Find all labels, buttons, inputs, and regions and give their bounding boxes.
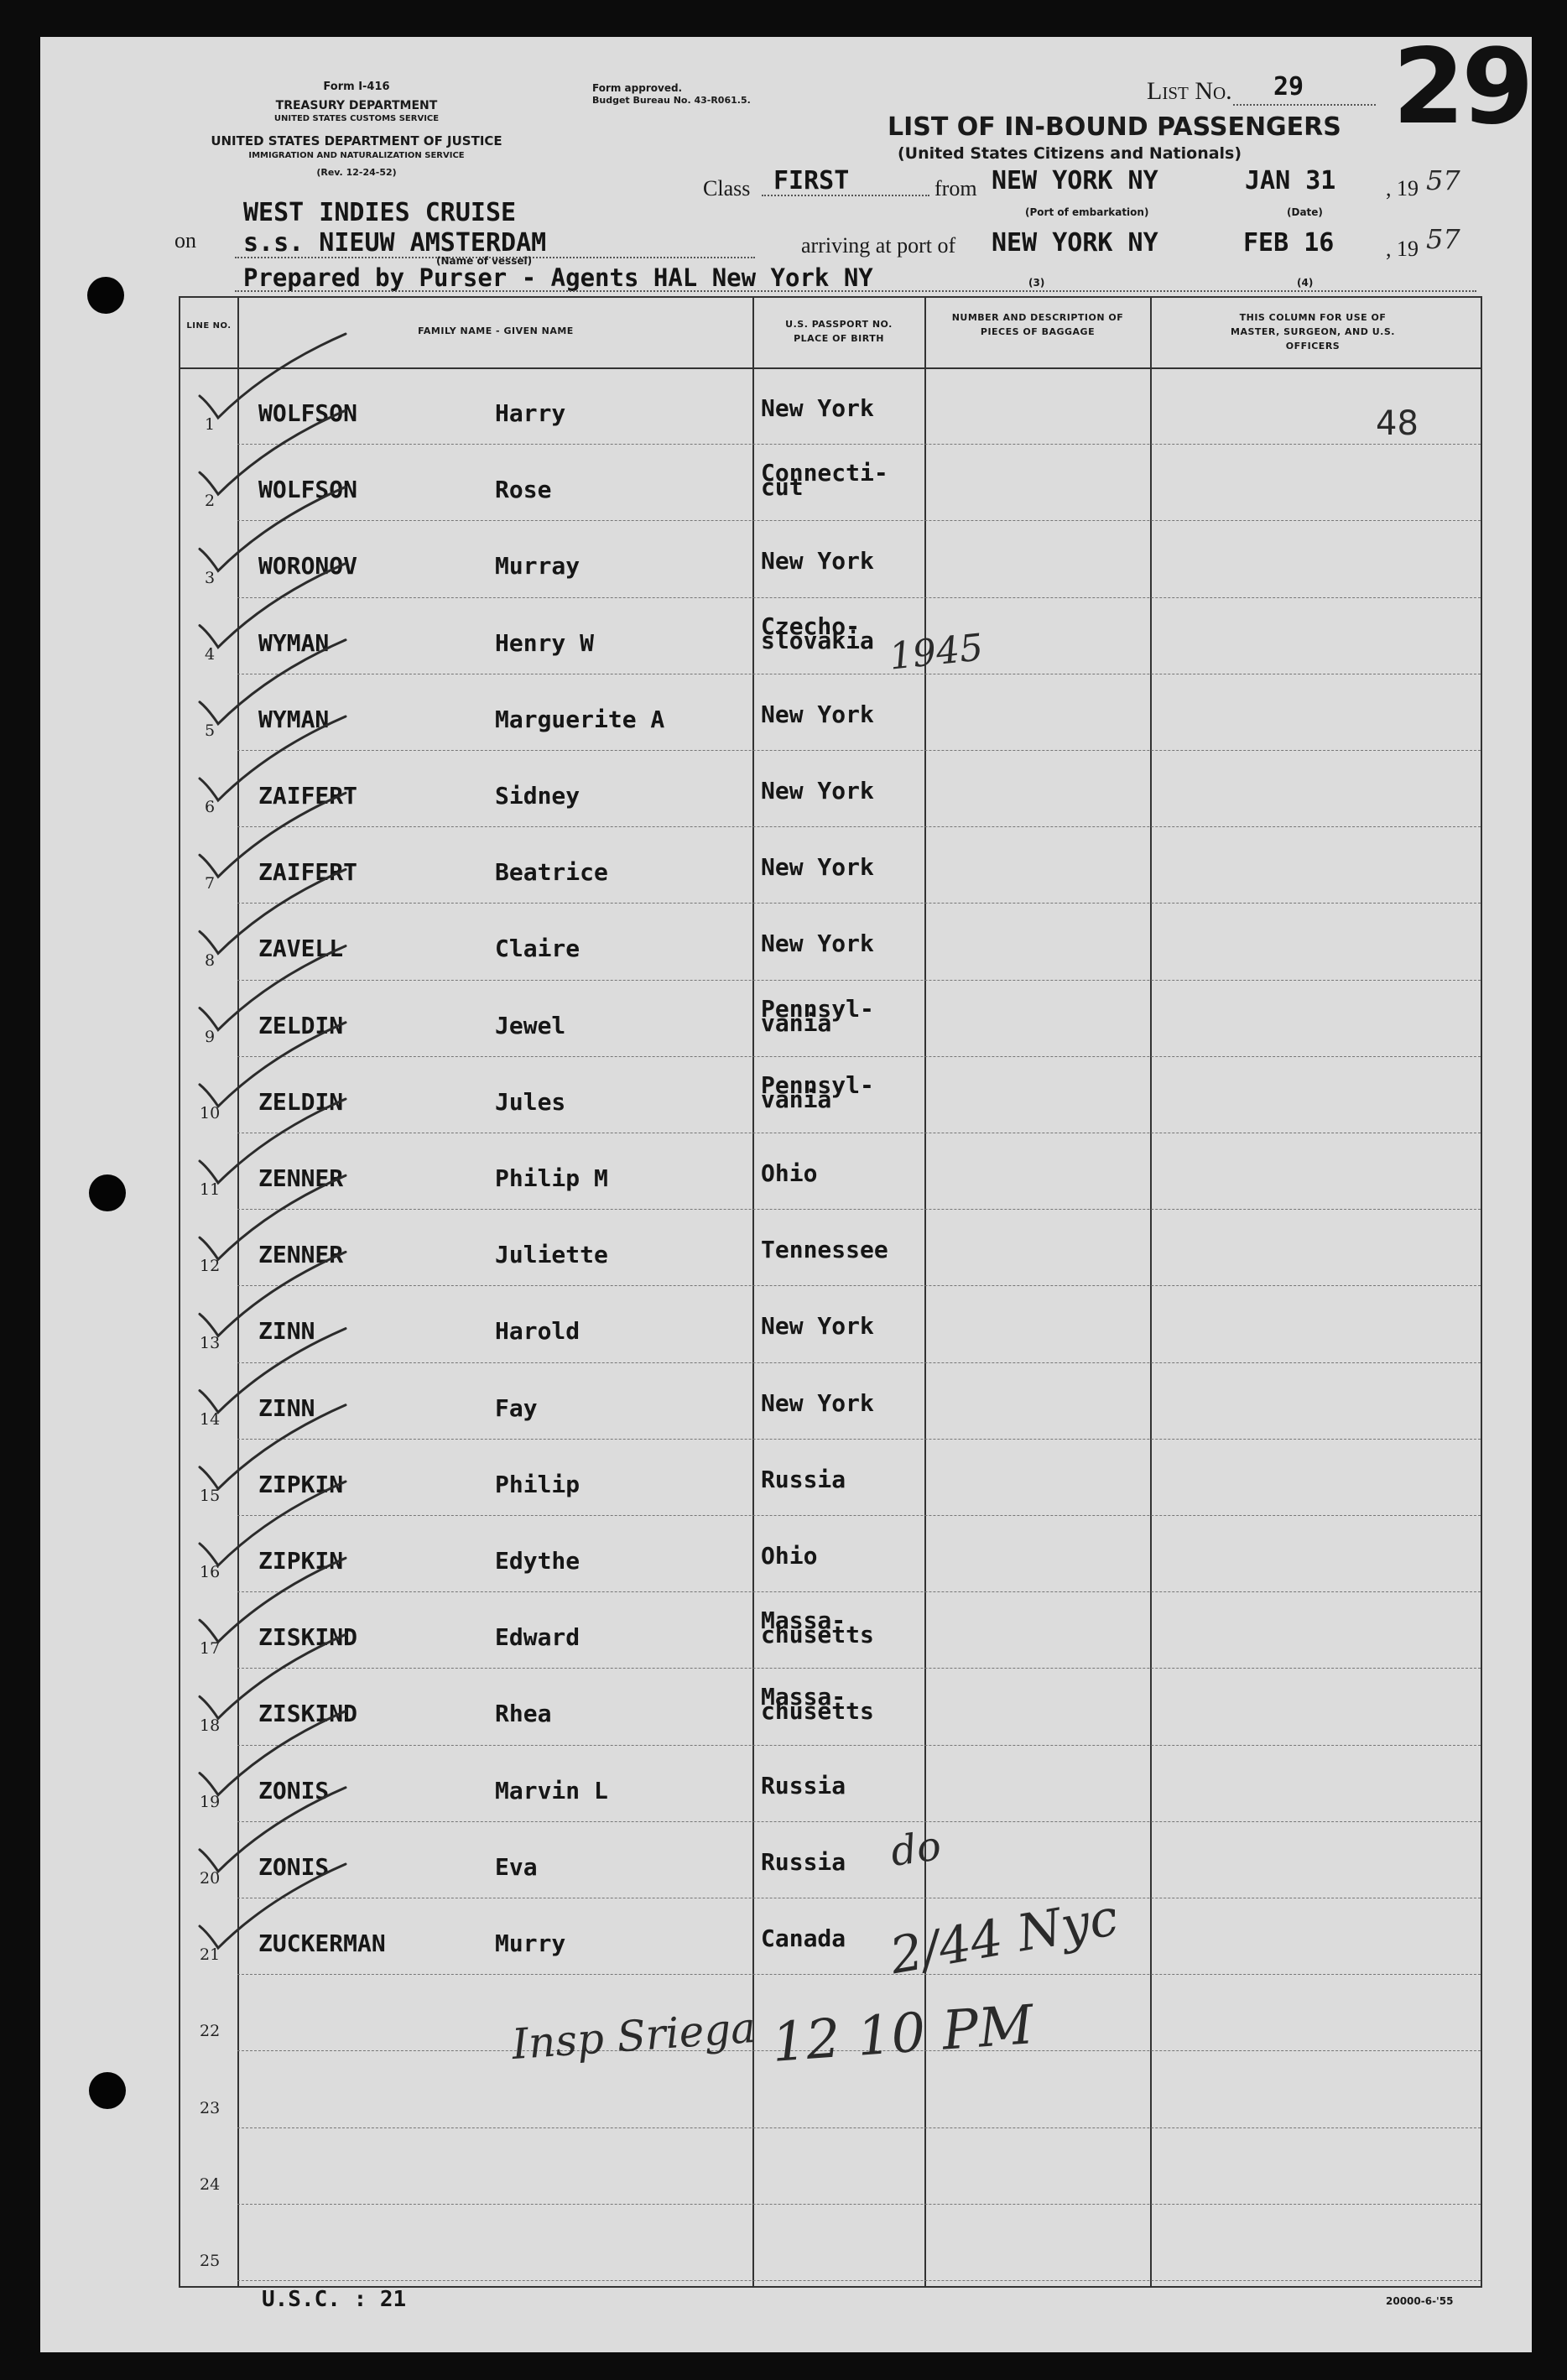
footer-print-code: 20000-6-'55 bbox=[1386, 2295, 1454, 2307]
given-name: Eva bbox=[495, 1852, 538, 1881]
given-name: Edythe bbox=[495, 1547, 580, 1575]
given-name: Juliette bbox=[495, 1241, 608, 1269]
place-of-birth: Massa- chusetts bbox=[761, 1683, 874, 1726]
place-of-birth: New York bbox=[761, 930, 874, 958]
prepared-by: Prepared by Purser - Agents HAL New York NY bbox=[243, 263, 873, 292]
departure-date: JAN 31 bbox=[1245, 166, 1336, 195]
family-name: ZINN bbox=[258, 1393, 315, 1422]
vessel-name: s.s. NIEUW AMSTERDAM bbox=[243, 228, 547, 258]
treasury-department: TREASURY DEPARTMENT bbox=[275, 99, 438, 112]
place-of-birth: Russia bbox=[761, 1771, 846, 1799]
row-separator bbox=[237, 2280, 1481, 2281]
given-name: Marguerite A bbox=[495, 705, 665, 733]
given-name: Claire bbox=[495, 935, 580, 963]
line-number: 16 bbox=[200, 1563, 221, 1582]
line-number: 19 bbox=[200, 1792, 221, 1811]
arrival-date: FEB 16 bbox=[1243, 228, 1335, 258]
place-of-birth: New York bbox=[761, 547, 874, 575]
place-of-birth: New York bbox=[761, 394, 874, 422]
arriving-label: arriving at port of bbox=[801, 233, 956, 258]
family-name: ZIPKIN bbox=[258, 1470, 344, 1498]
line-number: 18 bbox=[200, 1716, 221, 1735]
given-name: Philip bbox=[495, 1470, 580, 1498]
row-separator bbox=[237, 826, 1481, 827]
vessel-caption: (Name of vessel) bbox=[436, 255, 533, 267]
list-number-value: 29 bbox=[1273, 72, 1304, 102]
row-separator bbox=[237, 980, 1481, 981]
line-number: 13 bbox=[200, 1333, 221, 1352]
family-name: ZELDIN bbox=[258, 1011, 344, 1039]
family-name: ZENNER bbox=[258, 1241, 344, 1269]
family-name: ZAVELL bbox=[258, 935, 344, 963]
arrival-year-prefix: , 19 bbox=[1386, 237, 1419, 261]
line-number: 15 bbox=[200, 1487, 221, 1505]
prepared-line bbox=[235, 290, 1476, 292]
line-number: 11 bbox=[200, 1180, 221, 1200]
row-separator bbox=[237, 1439, 1481, 1440]
family-name: ZISKIND bbox=[258, 1623, 358, 1652]
footer-form-ref: U.S.C. : 21 bbox=[262, 2287, 407, 2312]
place-of-birth: Pennsyl- vania bbox=[761, 994, 874, 1037]
embarkation-port: NEW YORK NY bbox=[992, 166, 1158, 195]
form-title: LIST OF IN-BOUND PASSENGERS bbox=[888, 112, 1341, 142]
line-number: 10 bbox=[200, 1104, 221, 1122]
place-of-birth: Russia bbox=[761, 1465, 846, 1493]
given-name: Philip M bbox=[495, 1164, 608, 1192]
line-number: 17 bbox=[200, 1639, 221, 1659]
line-number: 7 bbox=[204, 874, 216, 893]
header-line-no: LINE NO. bbox=[186, 321, 232, 331]
row-separator bbox=[237, 903, 1481, 904]
given-name: Rhea bbox=[495, 1700, 552, 1728]
place-of-birth: Ohio bbox=[761, 1542, 818, 1570]
given-name: Edward bbox=[495, 1623, 580, 1652]
place-of-birth: Tennessee bbox=[761, 1236, 888, 1264]
line-number: 21 bbox=[200, 1945, 221, 1965]
given-name: Sidney bbox=[495, 782, 580, 810]
form-number: Form I-416 bbox=[323, 81, 390, 93]
row-separator bbox=[237, 1285, 1481, 1286]
arrival-year: 57 bbox=[1426, 223, 1460, 255]
passenger-table bbox=[179, 296, 1482, 2288]
given-name: Murry bbox=[495, 1930, 566, 1957]
line-number: 1 bbox=[204, 415, 216, 435]
stamped-page-number: 29 bbox=[1393, 27, 1531, 148]
inspector-signature: Insp Sriega bbox=[510, 2002, 757, 2070]
row-separator bbox=[237, 1209, 1481, 1210]
given-name: Jewel bbox=[495, 1011, 566, 1039]
family-name: ZONIS bbox=[258, 1776, 330, 1805]
row-separator bbox=[237, 1974, 1481, 1975]
col-divider-2 bbox=[752, 296, 754, 2288]
given-name: Beatrice bbox=[495, 858, 608, 887]
place-of-birth: Ohio bbox=[761, 1159, 818, 1187]
col-divider-3 bbox=[924, 296, 926, 2288]
col-divider-4 bbox=[1150, 296, 1152, 2288]
department-of-justice: UNITED STATES DEPARTMENT OF JUSTICE bbox=[211, 133, 502, 148]
cruise-name: WEST INDIES CRUISE bbox=[243, 198, 517, 227]
line-number: 9 bbox=[204, 1027, 216, 1046]
row-separator bbox=[237, 1591, 1481, 1592]
list-number-label: List No. bbox=[1147, 77, 1232, 105]
given-name: Henry W bbox=[495, 628, 595, 657]
given-name: Harry bbox=[495, 399, 566, 427]
given-name: Harold bbox=[495, 1317, 580, 1346]
row-separator bbox=[237, 1056, 1481, 1057]
family-name: WYMAN bbox=[258, 705, 330, 733]
header-passport: U.S. PASSPORT NO. PLACE OF BIRTH bbox=[785, 319, 893, 344]
from-label: from bbox=[934, 176, 977, 201]
row-separator bbox=[237, 1745, 1481, 1746]
revision-date: (Rev. 12-24-52) bbox=[316, 167, 397, 178]
immigration-service: IMMIGRATION AND NATURALIZATION SERVICE bbox=[248, 151, 465, 160]
caption-4: (4) bbox=[1297, 277, 1314, 289]
row-separator bbox=[237, 597, 1481, 598]
family-name: WORONOV bbox=[258, 552, 358, 581]
given-name: Jules bbox=[495, 1087, 566, 1116]
place-of-birth: New York bbox=[761, 777, 874, 805]
given-name: Marvin L bbox=[495, 1776, 608, 1805]
place-of-birth: Pennsyl- vania bbox=[761, 1070, 874, 1113]
line-number: 2 bbox=[204, 492, 216, 511]
form-approved: Form approved. bbox=[592, 82, 683, 94]
family-name: ZUCKERMAN bbox=[258, 1930, 386, 1957]
given-name: Fay bbox=[495, 1393, 538, 1422]
list-number-line bbox=[1233, 104, 1376, 106]
place-of-birth: Russia bbox=[761, 1847, 846, 1876]
place-of-birth: Massa- chusetts bbox=[761, 1607, 874, 1649]
place-of-birth: Czecho- slovakia bbox=[761, 612, 874, 654]
place-of-birth: New York bbox=[761, 700, 874, 728]
family-name: ZINN bbox=[258, 1317, 315, 1346]
officer-count-note: 48 bbox=[1376, 404, 1419, 443]
row-separator bbox=[237, 1362, 1481, 1363]
family-name: WYMAN bbox=[258, 628, 330, 657]
row-separator bbox=[237, 1821, 1481, 1822]
budget-bureau: Budget Bureau No. 43-R061.5. bbox=[592, 95, 751, 106]
header-name: FAMILY NAME - GIVEN NAME bbox=[418, 325, 574, 336]
family-name: ZELDIN bbox=[258, 1087, 344, 1116]
customs-service: UNITED STATES CUSTOMS SERVICE bbox=[273, 114, 440, 123]
family-name: ZENNER bbox=[258, 1164, 344, 1192]
line-number: 22 bbox=[200, 2022, 221, 2041]
line-number: 12 bbox=[200, 1257, 221, 1276]
line-number: 25 bbox=[200, 2252, 221, 2270]
place-of-birth: New York bbox=[761, 1388, 874, 1417]
naturalization-year-note: 1945 bbox=[887, 626, 986, 679]
family-name: ZISKIND bbox=[258, 1700, 358, 1728]
given-name: Murray bbox=[495, 552, 580, 581]
place-of-birth: New York bbox=[761, 1312, 874, 1341]
line-number: 5 bbox=[204, 721, 216, 740]
departure-year-prefix: , 19 bbox=[1386, 176, 1419, 201]
date-location-note: 2/44 Nyc bbox=[886, 1888, 1122, 1987]
family-name: WOLFSON bbox=[258, 476, 358, 504]
line-number: 24 bbox=[200, 2174, 221, 2194]
line-number: 4 bbox=[204, 644, 216, 664]
punch-hole-middle bbox=[89, 1174, 126, 1211]
place-of-birth: Canada bbox=[761, 1924, 846, 1952]
family-name: ZIPKIN bbox=[258, 1547, 344, 1575]
line-number: 3 bbox=[204, 568, 216, 587]
caption-3: (3) bbox=[1028, 277, 1045, 289]
departure-year: 57 bbox=[1426, 164, 1460, 196]
line-number: 6 bbox=[204, 798, 216, 817]
form-subtitle: (United States Citizens and Nationals) bbox=[898, 144, 1242, 163]
on-label: on bbox=[174, 228, 196, 253]
line-number: 20 bbox=[200, 1869, 221, 1888]
header-officers: THIS COLUMN FOR USE OF MASTER, SURGEON, AND U.S. OFFICERS bbox=[1231, 312, 1395, 352]
arrival-port: NEW YORK NY bbox=[992, 228, 1158, 258]
date-caption: (Date) bbox=[1287, 206, 1323, 218]
place-of-birth: New York bbox=[761, 853, 874, 882]
given-name: Rose bbox=[495, 476, 552, 504]
family-name: ZONIS bbox=[258, 1852, 330, 1881]
row-separator bbox=[237, 750, 1481, 751]
place-of-birth: Connecti- cut bbox=[761, 459, 888, 502]
row-separator bbox=[237, 1668, 1481, 1669]
row-separator bbox=[237, 2204, 1481, 2205]
ditto-note: do bbox=[888, 1822, 945, 1876]
header-baggage: NUMBER AND DESCRIPTION OF PIECES OF BAGGAGE bbox=[951, 312, 1124, 337]
family-name: ZAIFERT bbox=[258, 782, 358, 810]
time-note: 12 10 PM bbox=[769, 1994, 1036, 2075]
class-line bbox=[762, 195, 929, 196]
col-divider-1 bbox=[237, 296, 239, 2288]
line-number: 14 bbox=[200, 1409, 221, 1429]
row-separator bbox=[237, 1515, 1481, 1516]
class-label: Class bbox=[703, 176, 751, 201]
punch-hole-top bbox=[87, 277, 124, 314]
punch-hole-bottom bbox=[89, 2072, 126, 2109]
embark-caption: (Port of embarkation) bbox=[1025, 206, 1149, 218]
class-value: FIRST bbox=[773, 166, 850, 195]
family-name: WOLFSON bbox=[258, 399, 358, 427]
row-separator bbox=[237, 2127, 1481, 2128]
line-number: 8 bbox=[204, 950, 216, 970]
header-bottom-line bbox=[180, 367, 1481, 369]
row-separator bbox=[237, 520, 1481, 521]
family-name: ZAIFERT bbox=[258, 858, 358, 887]
row-separator bbox=[237, 444, 1481, 445]
line-number: 23 bbox=[200, 2098, 221, 2117]
